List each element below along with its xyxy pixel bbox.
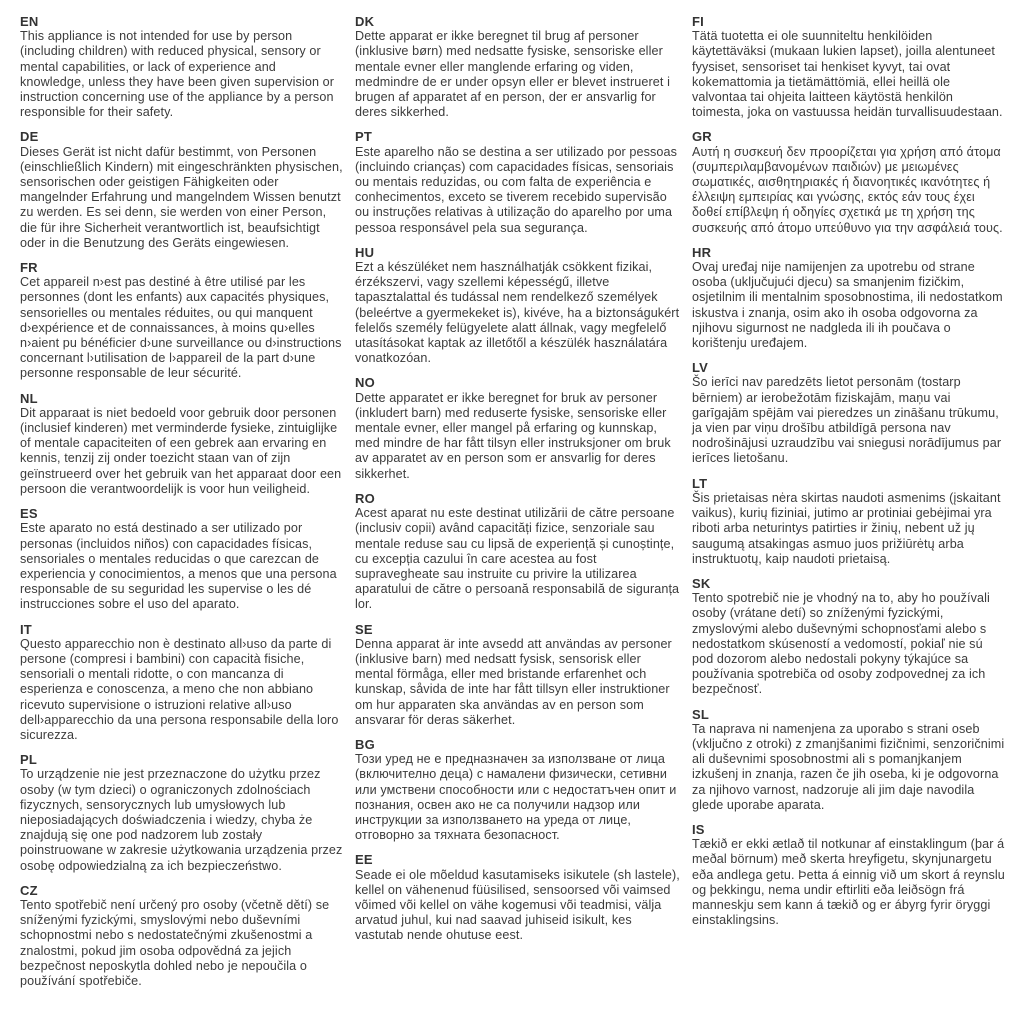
language-code-label: SL xyxy=(692,706,710,722)
language-block-en xyxy=(20,14,343,120)
language-code-label: SE xyxy=(355,621,373,637)
language-block-sk xyxy=(692,576,1006,698)
language-code-label: FR xyxy=(20,260,38,276)
language-text: Este aparelho não se destina a ser utilizado por pessoas (incluindo crianças) com capacidades físicas, sensoriais ou mentais reduzidas, ou com falta de experiência e conhecimentos, exceto se tiverem recebido supervisão ou instruções relativas à utilização do aparelho por uma pessoa responsável pela sua segurança. xyxy=(355,144,678,235)
language-text: This appliance is not intended for use by person (including children) with reduced physical, sensory or mental capabilities, or lack of experience and knowledge, unless they have been given supervision or instruction concerning use of the appliance by a person responsible for their safety. xyxy=(20,29,335,120)
language-code-label: HR xyxy=(692,244,712,260)
language-code-label: GR xyxy=(692,129,712,145)
language-code-label: RO xyxy=(355,490,375,506)
language-code-label: NO xyxy=(355,375,375,391)
language-code-label: FI xyxy=(692,14,704,29)
language-block-nl xyxy=(20,391,343,497)
language-text: Šo ierīci nav paredzēts lietot personām (tostarp bērniem) ar ierobežotām fiziskajām, maņu vai garīgajām spējām vai pieredzes un zināšanu trūkumu, ja vien par viņu drošību atbildīgā persona nav nodrošinājusi uzraudzību vai sniegusi norādījumus par ierīces lietošanu. xyxy=(692,375,1002,466)
language-text: Tento spotřebič není určený pro osoby (včetně dětí) se sníženými fyzickými, smyslovými nebo duševními schopnostmi nebo s nedostatečnými zkušenostmi a znalostmi, pokud jim osoba odpovědná za jejich bezpečnost neposkytla dohled nebo je nepoučila o používání spotřebiče. xyxy=(20,897,330,988)
language-code-label: IS xyxy=(692,821,705,837)
column-3 xyxy=(692,14,1018,1024)
language-block-hu xyxy=(355,245,680,367)
language-code-label: HU xyxy=(355,244,375,260)
language-text: Ezt a készüléket nem használhatják csökkent fizikai, érzékszervi, vagy szellemi képességű, illetve tapasztalattal és tudással nem rendelkező személyek (beleértve a gyermekeket is), kivéve, ha a biztonságukért felelős személy felügyelete alatt állnak, vagy megfelelő utasításokat kaptak az illetőtől a készülék használatára vonatkozóan. xyxy=(355,260,680,366)
language-text: Cet appareil n›est pas destiné à être utilisé par les personnes (dont les enfants) aux capacités physiques, sensorielles ou mentales réduites, ou qui manquent d›expérience et de connaissances, à moins qu›elles n›aient pu bénéficier d›une surveillance ou d›instructions concernant l›utilisation de l›appareil de la part d›une personne responsable de leur sécurité. xyxy=(20,275,342,381)
language-code-label: EE xyxy=(355,852,373,868)
language-block-hr xyxy=(692,245,1006,351)
language-code-label: DK xyxy=(355,14,375,29)
language-block-lv xyxy=(692,360,1006,466)
language-text: Dette apparatet er ikke beregnet for bruk av personer (inkludert barn) med reduserte fysiske, sensoriske eller mentale evner, eller mangel på erfaring og kunnskap, med mindre de har fått tilsyn eller instruksjoner om bruk av apparatet av en person som er ansvarlig for deres sikkerhet. xyxy=(355,390,671,481)
language-block-es xyxy=(20,506,343,612)
language-block-dk xyxy=(355,14,680,120)
language-block-pl xyxy=(20,752,343,874)
language-code-label: LT xyxy=(692,475,708,491)
language-code-label: LV xyxy=(692,360,709,376)
language-text: Tækið er ekki ætlað til notkunar af einstaklingum (þar á meðal börnum) með skerta hreyfigetu, skynjunargetu eða andlega getu. Þetta á einnig við um skort á reynslu og þekkingu, nema undir eftirliti eða leiðsögn frá manneskju sem kann á tækið og er ábyrg fyrir öryggi einstaklingsins. xyxy=(692,837,1005,928)
language-text: Tento spotrebič nie je vhodný na to, aby ho používali osoby (vrátane detí) so zníženými fyzickými, zmyslovými alebo duševnými schopnosťami alebo s nedostatkom skúseností a vedomostí, pokiaľ nie sú pod dozorom alebo nedostali pokyny týkajúce sa používania spotrebiča od osoby zodpovednej za ich bezpečnosť. xyxy=(692,591,990,697)
language-text: Ta naprava ni namenjena za uporabo s strani oseb (vključno z otroki) z zmanjšanimi fizičnimi, senzoričnimi ali duševnimi sposobnostmi ali s pomanjkanjem izkušenj in znanja, razen če jih oseba, ki je odgovorna za njihovo varnost, nadzoruje ali jim daje navodila glede uporabe aparata. xyxy=(692,721,1005,812)
language-block-de xyxy=(20,129,343,251)
language-block-ee xyxy=(355,852,680,943)
language-text: Acest aparat nu este destinat utilizării de către persoane (inclusiv copii) având capacități fizice, senzoriale sau mentale reduse sau cu lipsă de experiență și cunoștințe, cu excepția cazului în care acestea au fost supravegheate sau instruite cu privire la utilizarea aparatului de către o persoană responsabilă de siguranța lor. xyxy=(355,506,680,612)
language-code-label: PT xyxy=(355,129,373,145)
language-code-label: PL xyxy=(20,752,38,768)
language-block-bg xyxy=(355,737,680,843)
language-text: To urządzenie nie jest przeznaczone do użytku przez osoby (w tym dzieci) o ograniczonych zdolnościach fizycznych, sensorycznych lub umysłowych lub nieposiadających doświadczenia i wiedzy, chyba że znajdują się one pod nadzorem lub zostały poinstruowane w zakresie użytkowania urządzenia przez osobę odpowiedzialną za ich bezpieczeństwo. xyxy=(20,767,343,873)
language-text: Dit apparaat is niet bedoeld voor gebruik door personen (inclusief kinderen) met verminderde fysieke, zintuiglijke of mentale capaciteiten of een gebrek aan ervaring en kennis, tenzij zij onder toezicht staan van of zijn geïnstrueerd over het gebruik van het apparaat door een persoon die verantwoordelijk is voor hun veiligheid. xyxy=(20,405,342,496)
column-1 xyxy=(20,14,355,1024)
language-block-sl xyxy=(692,707,1006,813)
language-text: Seade ei ole mõeldud kasutamiseks isikutele (sh lastele), kellel on vähenenud füüsilised, sensoorsed või vaimsed võimed või kellel on vähe kogemusi või teadmisi, välja arvatud juhul, kui nad saavad juhiseid isikult, kes vastutab nende ohutuse eest. xyxy=(355,867,680,943)
language-code-label: SK xyxy=(692,575,711,591)
language-text: Šis prietaisas nėra skirtas naudoti asmenims (įskaitant vaikus), kurių fiziniai, jutimo ar protiniai gebėjimai yra riboti arba neturintys patirties ir žinių, nebent už jų saugumą atsakingas asmuo juos prižiūrėtų arba instruktuotų, kaip naudoti prietaisą. xyxy=(692,490,1001,566)
language-block-se xyxy=(355,622,680,728)
language-code-label: IT xyxy=(20,621,32,637)
column-2 xyxy=(355,14,692,1024)
language-text: Tätä tuotetta ei ole suunniteltu henkilöiden käytettäväksi (mukaan lukien lapset), joilla alentuneet fyysiset, sensoriset tai henkiset kyvyt, tai ovat kokemattomia ja tietämättömiä, ellei heillä ole valvontaa tai ohjeita laitteen käytöstä henkilön toimesta, joka on vastuussa heidän turvallisuudestaan. xyxy=(692,29,1003,120)
language-block-fr xyxy=(20,260,343,382)
language-block-is xyxy=(692,822,1006,928)
language-text: Denna apparat är inte avsedd att användas av personer (inklusive barn) med nedsatt fysisk, sensorisk eller mental förmåga, eller med bristande erfarenhet och kunskap, såvida de inte har fått tillsyn eller instruktioner om hur apparaten ska användas av en person som ansvarar för deras säkerhet. xyxy=(355,636,672,727)
language-code-label: BG xyxy=(355,736,375,752)
language-text: Ovaj uređaj nije namijenjen za upotrebu od strane osoba (uključujući djecu) sa smanjenim fizičkim, osjetilnim ili mentalnim sposobnostima, ili nedostatkom iskustva i znanja, osim ako ih osoba odgovorna za njihovu sigurnost ne nadgleda ili ih poučava o korištenju uređajem. xyxy=(692,260,1003,351)
language-text: Questo apparecchio non è destinato all›uso da parte di persone (compresi i bambini) con capacità fisiche, sensoriali o mentali ridotte, o con mancanza di esperienza e conoscenza, a meno che non abbiano ricevuto supervisione o istruzioni relative all›uso dell›apparecchio da una persona responsabile della loro sicurezza. xyxy=(20,636,339,742)
language-block-fi xyxy=(692,14,1006,120)
language-text: Αυτή η συσκευή δεν προορίζεται για χρήση από άτομα (συμπεριλαμβανομένων παιδιών) με μειωμένες σωματικές, αισθητηριακές ή διανοητικές ικανότητες ή έλλειψη εμπειρίας και γνώσης, εκτός εάν τους έχει δοθεί επίβλεψη ή οδηγίες σχετικά με τη χρήση της συσκευής από άτομο υπεύθυνο για την ασφάλειά τους. xyxy=(692,144,1003,235)
language-block-ro xyxy=(355,491,680,613)
language-code-label: ES xyxy=(20,506,38,522)
language-code-label: EN xyxy=(20,14,39,29)
language-block-no xyxy=(355,375,680,481)
language-block-gr xyxy=(692,129,1006,235)
language-code-label: NL xyxy=(20,390,38,406)
language-block-it xyxy=(20,622,343,744)
language-block-cz xyxy=(20,883,343,989)
language-text: Dette apparat er ikke beregnet til brug af personer (inklusive børn) med nedsatte fysiske, sensoriske eller mentale evner eller manglende erfaring og viden, medmindre de er under opsyn eller er blevet instrueret i brugen af apparatet af en person, der er ansvarlig for deres sikkerhed. xyxy=(355,29,671,120)
language-block-pt xyxy=(355,129,680,235)
language-text: Este aparato no está destinado a ser utilizado por personas (incluidos niños) con capacidades físicas, sensoriales o mentales reducidas o que carezcan de experiencia y conocimientos, a menos que una persona responsable de su seguridad les supervise o les dé instrucciones sobre el uso del aparato. xyxy=(20,521,337,612)
language-text: Dieses Gerät ist nicht dafür bestimmt, von Personen (einschließlich Kindern) mit eingeschränkten physischen, sensorischen oder geistigen Fähigkeiten oder mangelnder Erfahrung und mangelndem Wissen benutzt zu werden. Es sei denn, sie werden von einer Person, die für ihre Sicherheit verantwortlich ist, beaufsichtigt oder in die Benutzung des Geräts eingewiesen. xyxy=(20,144,343,250)
language-code-label: DE xyxy=(20,129,39,145)
language-text: Този уред не е предназначен за използване от лица (включително деца) с намалени физически, сетивни или умствени способности или с недостатъчен опит и познания, освен ако не са получили надзор или инструкции за използването на уреда от лице, отговорно за тяхната безопасност. xyxy=(355,752,677,843)
language-block-lt xyxy=(692,476,1006,567)
language-code-label: CZ xyxy=(20,882,38,898)
